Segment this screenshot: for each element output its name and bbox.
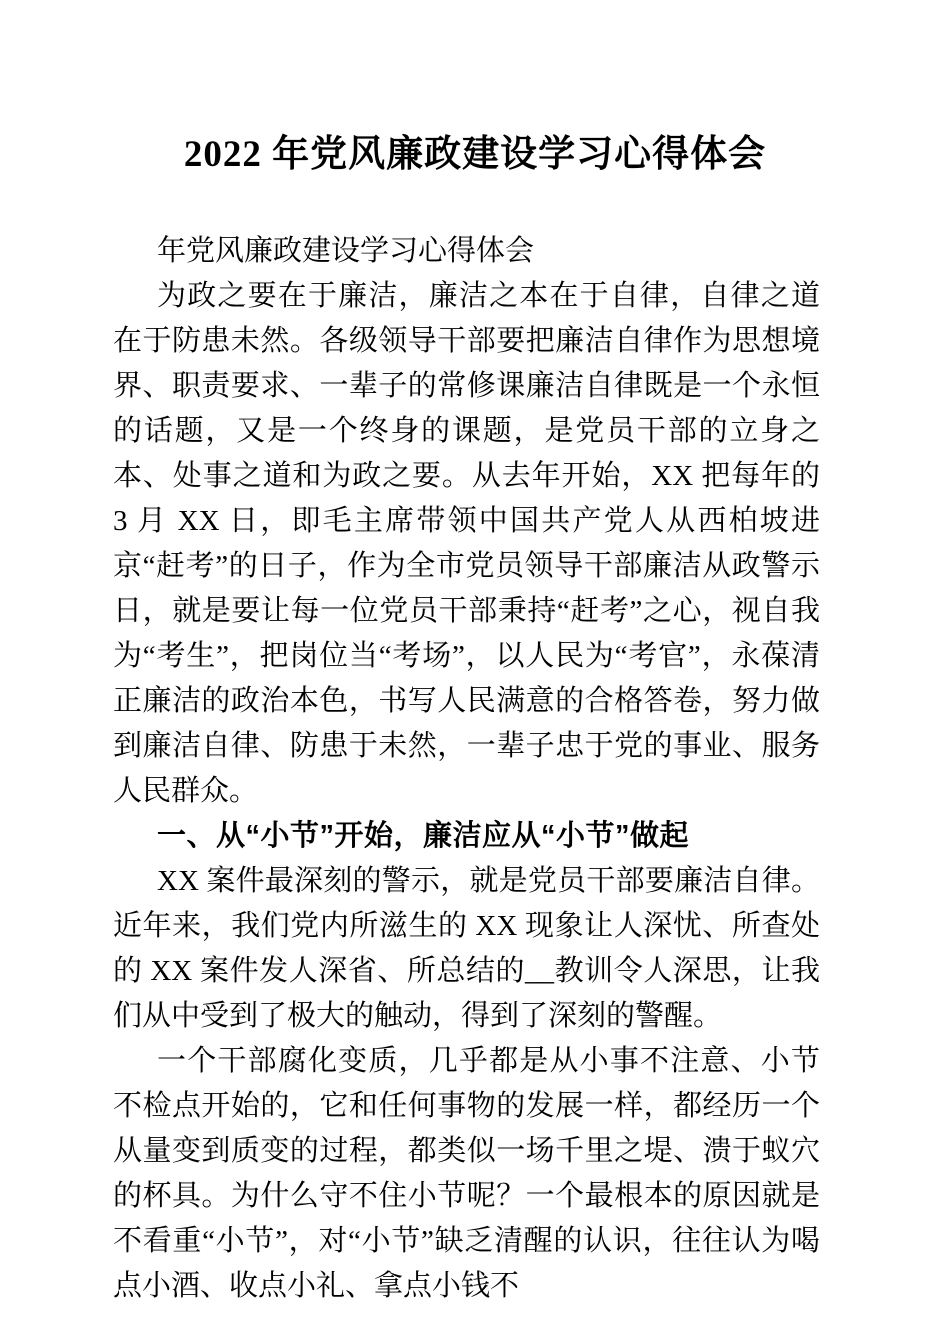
section-heading-1: 一、从“小节”开始，廉洁应从“小节”做起 (157, 820, 690, 852)
paragraph-subtitle: 年党风廉政建设学习心得体会 (157, 235, 535, 267)
paragraph-intro: 为政之要在于廉洁，廉洁之本在于自律，自律之道在于防患未然。各级领导干部要把廉洁自律作为思想境界、职责要求、一辈子的常修课廉洁自律既是一个永恒的话题，又是一个终身的课题，是党员干部的立身之本、处事之道和为政之要。从去年开始，XX 把每年的 3 月 XX 日，即毛主席带领中国共产党人从西柏坡进京“赶考”的日子，作为全市党员领导干部廉洁从政警示日，就是要让每一位党员干部秉持“赶考”之心，视自我为“考生”，把岗位当“考场”，以人民为“考官”，永葆清正廉洁的政治本色，书写人民满意的合格答卷，努力做到廉洁自律、防患于未然，一辈子忠于党的事业、服务人民群众。 (113, 280, 820, 807)
paragraph-cadre-corruption: 一个干部腐化变质，几乎都是从小事不注意、小节不检点开始的，它和任何事物的发展一样，都经历一个从量变到质变的过程，都类似一场千里之堤、溃于蚁穴的杯具。为什么守不住小节呢？一个最根本的原因就是不看重“小节”，对“小节”缺乏清醒的认识，往往认为喝点小酒、收点小礼、拿点小钱不 (113, 1045, 820, 1302)
document-body (113, 229, 820, 1309)
paragraph-warning-cases: XX 案件最深刻的警示，就是党员干部要廉洁自律。近年来，我们党内所滋生的 XX 现象让人深忧、所查处的 XX 案件发人深省、所总结的__教训令人深思，让我们从中受到了极大的触动，得到了深刻的警醒。 (113, 865, 820, 1032)
document-title: 2022 年党风廉政建设学习心得体会 (183, 134, 767, 175)
